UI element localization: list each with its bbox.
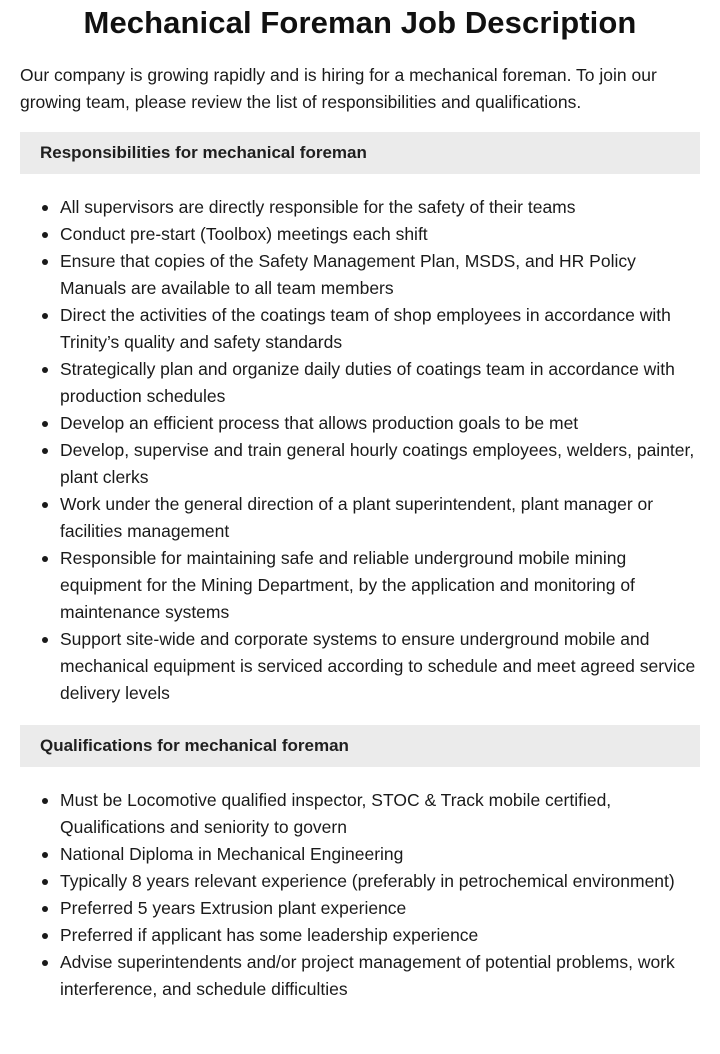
list-item-text: All supervisors are directly responsible for the safety of their teams	[60, 197, 576, 217]
list-item-text: Advise superintendents and/or project management of potential problems, work interference, and schedule difficulties	[60, 952, 675, 999]
list-item-text: Strategically plan and organize daily duties of coatings team in accordance with production schedules	[60, 359, 675, 406]
list-item-text: Must be Locomotive qualified inspector, STOC & Track mobile certified, Qualifications and seniority to govern	[60, 790, 612, 837]
list-item	[60, 356, 700, 410]
responsibilities-heading: Responsibilities for mechanical foreman	[20, 132, 700, 174]
responsibilities-list	[20, 194, 700, 707]
list-item-text: Develop an efficient process that allows production goals to be met	[60, 413, 579, 433]
bullet-icon	[42, 906, 48, 912]
bullet-icon	[42, 205, 48, 211]
list-item	[60, 410, 700, 437]
page-title: Mechanical Foreman Job Description	[83, 5, 637, 40]
list-item-text: National Diploma in Mechanical Engineering	[60, 844, 404, 864]
list-item-text: Responsible for maintaining safe and reliable underground mobile mining equipment for the Mining Department, by the application and monitoring of maintenance systems	[60, 548, 635, 622]
bullet-icon	[42, 259, 48, 265]
list-item	[60, 922, 700, 949]
list-item	[60, 437, 700, 491]
list-item	[60, 895, 700, 922]
bullet-icon	[42, 798, 48, 804]
bullet-icon	[42, 448, 48, 454]
bullet-icon	[42, 556, 48, 562]
bullet-icon	[42, 313, 48, 319]
list-item-text: Typically 8 years relevant experience (preferably in petrochemical environment)	[60, 871, 675, 891]
bullet-icon	[42, 637, 48, 643]
list-item-text: Direct the activities of the coatings team of shop employees in accordance with Trinity’s quality and safety standards	[60, 305, 671, 352]
list-item	[60, 626, 700, 707]
bullet-icon	[42, 421, 48, 427]
list-item	[60, 787, 700, 841]
list-item	[60, 302, 700, 356]
list-item	[60, 868, 700, 895]
list-item	[60, 545, 700, 626]
list-item	[60, 841, 700, 868]
list-item-text: Ensure that copies of the Safety Management Plan, MSDS, and HR Policy Manuals are available to all team members	[60, 251, 636, 298]
qualifications-heading: Qualifications for mechanical foreman	[20, 725, 700, 767]
qualifications-list	[20, 787, 700, 1003]
list-item-text: Conduct pre-start (Toolbox) meetings each shift	[60, 224, 428, 244]
list-item-text: Preferred if applicant has some leadership experience	[60, 925, 479, 945]
list-item	[60, 194, 700, 221]
list-item-text: Develop, supervise and train general hourly coatings employees, welders, painter, plant clerks	[60, 440, 695, 487]
list-item	[60, 248, 700, 302]
bullet-icon	[42, 502, 48, 508]
intro-paragraph: Our company is growing rapidly and is hiring for a mechanical foreman. To join our growing team, please review the list of responsibilities and qualifications.	[20, 65, 657, 112]
list-item	[60, 221, 700, 248]
list-item	[60, 949, 700, 1003]
bullet-icon	[42, 852, 48, 858]
bullet-icon	[42, 933, 48, 939]
list-item	[60, 491, 700, 545]
bullet-icon	[42, 879, 48, 885]
bullet-icon	[42, 367, 48, 373]
bullet-icon	[42, 960, 48, 966]
bullet-icon	[42, 232, 48, 238]
list-item-text: Preferred 5 years Extrusion plant experience	[60, 898, 407, 918]
list-item-text: Work under the general direction of a plant superintendent, plant manager or facilities management	[60, 494, 654, 541]
list-item-text: Support site-wide and corporate systems to ensure underground mobile and mechanical equipment is serviced according to schedule and meet agreed service delivery levels	[60, 629, 696, 703]
